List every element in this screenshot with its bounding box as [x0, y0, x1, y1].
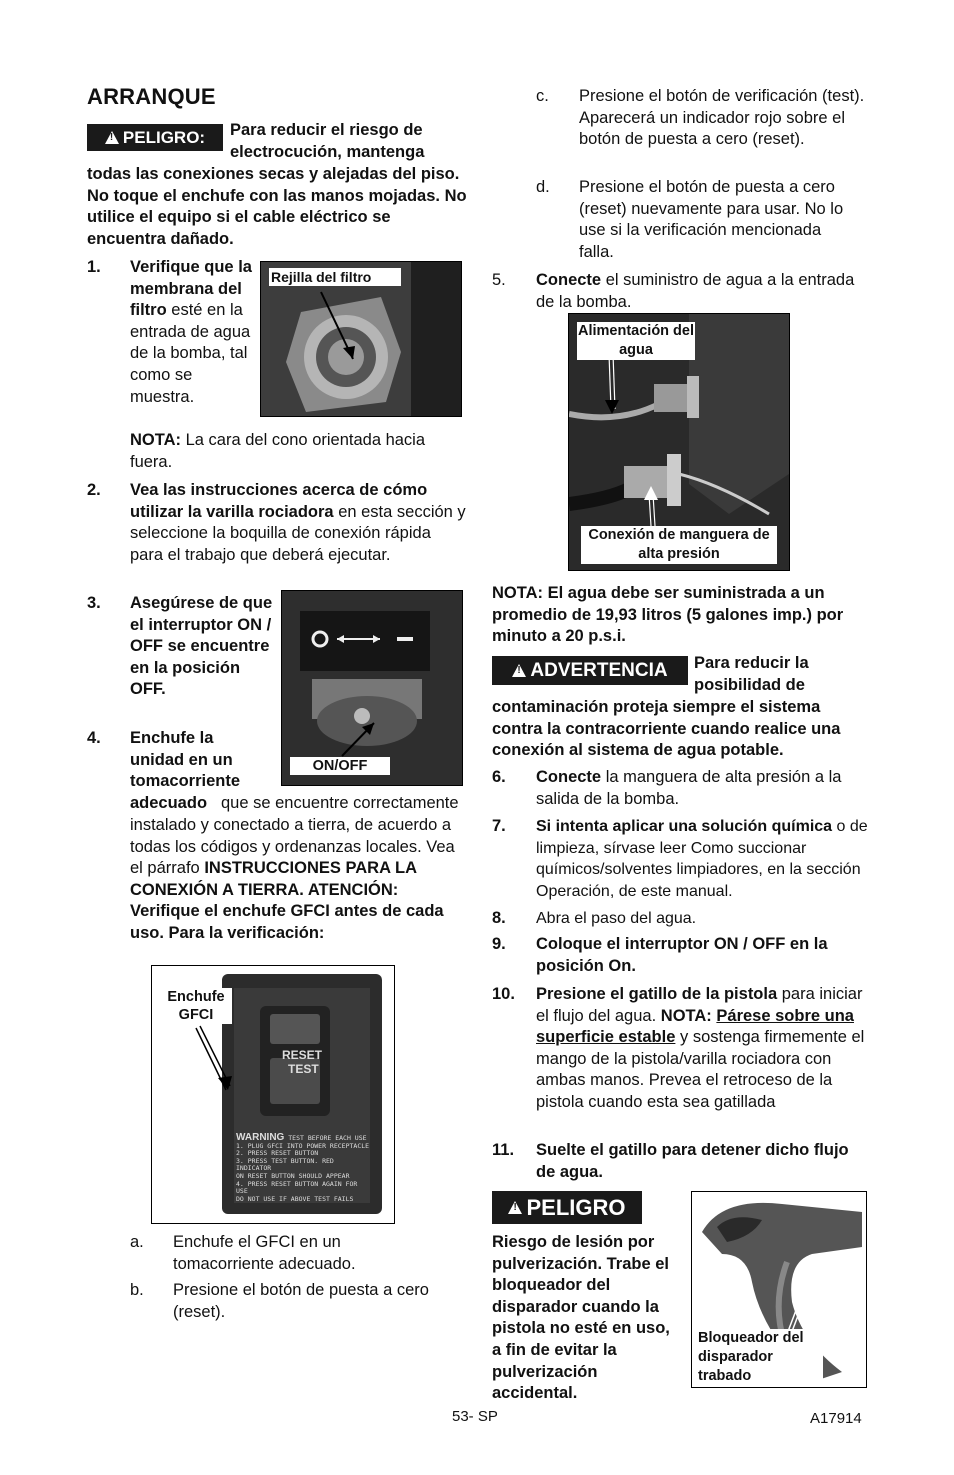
step6-number: 6. [492, 768, 506, 786]
warning-text-first: Para reducir la posibilidad de [694, 654, 809, 694]
filter-photo-label: Rejilla del filtro [269, 268, 401, 286]
step2-number: 2. [87, 481, 101, 499]
water-supply-label: Alimentación del agua [577, 323, 695, 358]
warning-triangle-icon [105, 131, 119, 144]
switch-image [282, 591, 462, 785]
step3-number: 3. [87, 594, 101, 612]
sub-d-letter: d. [536, 178, 550, 196]
water-photo [568, 313, 790, 571]
sub-c-letter: c. [536, 87, 549, 105]
step9-number: 9. [492, 935, 506, 953]
sub-d-text: Presione el botón de puesta a cero (reset) nuevamente para usar. No lo use si la verificación mencionada falla. [579, 178, 844, 261]
page-number: 53- SP [452, 1408, 498, 1425]
danger2-text: Riesgo de lesión por pulverización. Trabe el bloqueador del disparador cuando la pistola no esté en uso, a fin de evitar la pulverización accidental. [492, 1233, 670, 1403]
sub-a-letter: a. [130, 1233, 144, 1251]
step11-number: 11. [492, 1141, 515, 1159]
danger2-badge: ! PELIGRO [492, 1191, 642, 1224]
warning-text-rest: contaminación proteja siempre el sistema contra la contracorriente cuando realice una conexión al sistema de agua potable. [492, 698, 841, 760]
step2-text: Vea las instrucciones acerca de cómo utilizar la varilla rociadora en esta sección y seleccione la boquilla de conexión rápida para el trabajo que deberá ejecutar. [130, 481, 466, 564]
warning-triangle-icon-2 [512, 664, 526, 677]
step9-text: Coloque el interruptor ON / OFF en la posición On. [536, 935, 828, 975]
sub-a-text: Enchufe el GFCI en un tomacorriente adecuado. [173, 1233, 356, 1273]
gun-photo-label: Bloqueador del disparador trabado [698, 1329, 823, 1386]
gun-photo-frame [691, 1191, 867, 1388]
gfci-photo-frame [151, 965, 395, 1224]
step10-text: Presione el gatillo de la pistola para iniciar el flujo del agua. NOTA: Párese sobre una superficie estable y sostenga firmemente el mango de la pistola/varilla rociadora con ambas manos. Prevea el retroceso de la pistola cuando esta sea gatillada [536, 985, 865, 1111]
section-title: ARRANQUE [87, 84, 216, 109]
sub-b-letter: b. [130, 1281, 144, 1299]
warning-triangle-icon-3 [508, 1201, 522, 1214]
step3-text: Asegúrese de que el interruptor ON / OFF se encuentre en la posición OFF. [130, 594, 273, 699]
step5-number: 5. [492, 271, 506, 289]
switch-photo-label: ON/OFF [290, 757, 390, 775]
step4-number: 4. [87, 729, 101, 747]
step4-bold: Enchufe la unidad en un tomacorriente adecuado [130, 729, 241, 812]
high-pressure-label: Conexión de manguera de alta presión [581, 526, 777, 564]
step1-number: 1. [87, 258, 101, 276]
danger-badge: ! PELIGRO: [87, 124, 223, 151]
sub-b-text: Presione el botón de puesta a cero (reset). [173, 1281, 429, 1321]
step1-note: NOTA: La cara del cono orientada hacia fuera. [130, 431, 426, 471]
step5-text: Conecte el suministro de agua a la entrada de la bomba. [536, 271, 855, 311]
step8-text: Abra el paso del agua. [536, 910, 697, 927]
step11-text: Suelte el gatillo para detener dicho flujo de agua. [536, 1141, 849, 1181]
step10-number: 10. [492, 985, 515, 1003]
water-note: NOTA: El agua debe ser suministrada a un promedio de 19,93 litros (5 galones imp.) por minuto a 20 p.s.i. [492, 584, 844, 646]
gfci-photo-label: Enchufe GFCI [160, 988, 232, 1024]
sub-c-text: Presione el botón de verificación (test). Aparecerá un indicador rojo sobre el botón de puesta a cero (reset). [579, 87, 865, 149]
danger-text-rest: todas las conexiones secas y alejadas del piso. No toque el enchufe con las manos mojadas. No utilice el equipo si el cable eléctrico se encuentra dañado. [87, 165, 467, 248]
filter-photo [260, 261, 462, 417]
switch-photo [281, 590, 463, 786]
step7-text: Si intenta aplicar una solución química o de limpieza, sírvase leer Como succionar químicos/solventes limpiadores, en la sección Operación, de este manual. [536, 818, 868, 900]
test-button-label: TEST [288, 1062, 319, 1076]
step8-number: 8. [492, 909, 506, 927]
step4-text: que se encuentre correctamente instalado y conectado a tierra, de acuerdo a todas los códigos y ordenanzas locales. Vea el párrafo INSTRUCCIONES PARA LA CONEXIÓN A TIERRA. ATENCIÓN: Verifique el enchufe GFCI antes de cada uso. Para la verificación: [130, 794, 459, 942]
step1-text: Verifique que la membrana del filtro esté en la entrada de agua de la bomba, tal como se muestra. [130, 258, 252, 406]
step7-number: 7. [492, 817, 506, 835]
step6-text: Conecte la manguera de alta presión a la salida de la bomba. [536, 768, 842, 808]
danger-text-first: Para reducir el riesgo de electrocución, mantenga [230, 121, 425, 161]
reset-button-label: RESET [282, 1048, 323, 1062]
gfci-warning-sticker: WARNING TEST BEFORE EACH USE 1. PLUG GFCI INTO POWER RECEPTACLE 2. PRESS RESET BUTTON 3. PRESS TEST BUTTON. RED INDICATOR ON RESET BUTTON SHOULD APPEAR 4. PRESS RESET BUTTON AGAIN FOR USE DO NOT USE IF ABOVE TEST FAILS [236, 1132, 370, 1203]
document-code: A17914 [810, 1410, 862, 1427]
warning-badge: ! ADVERTENCIA [492, 656, 688, 685]
